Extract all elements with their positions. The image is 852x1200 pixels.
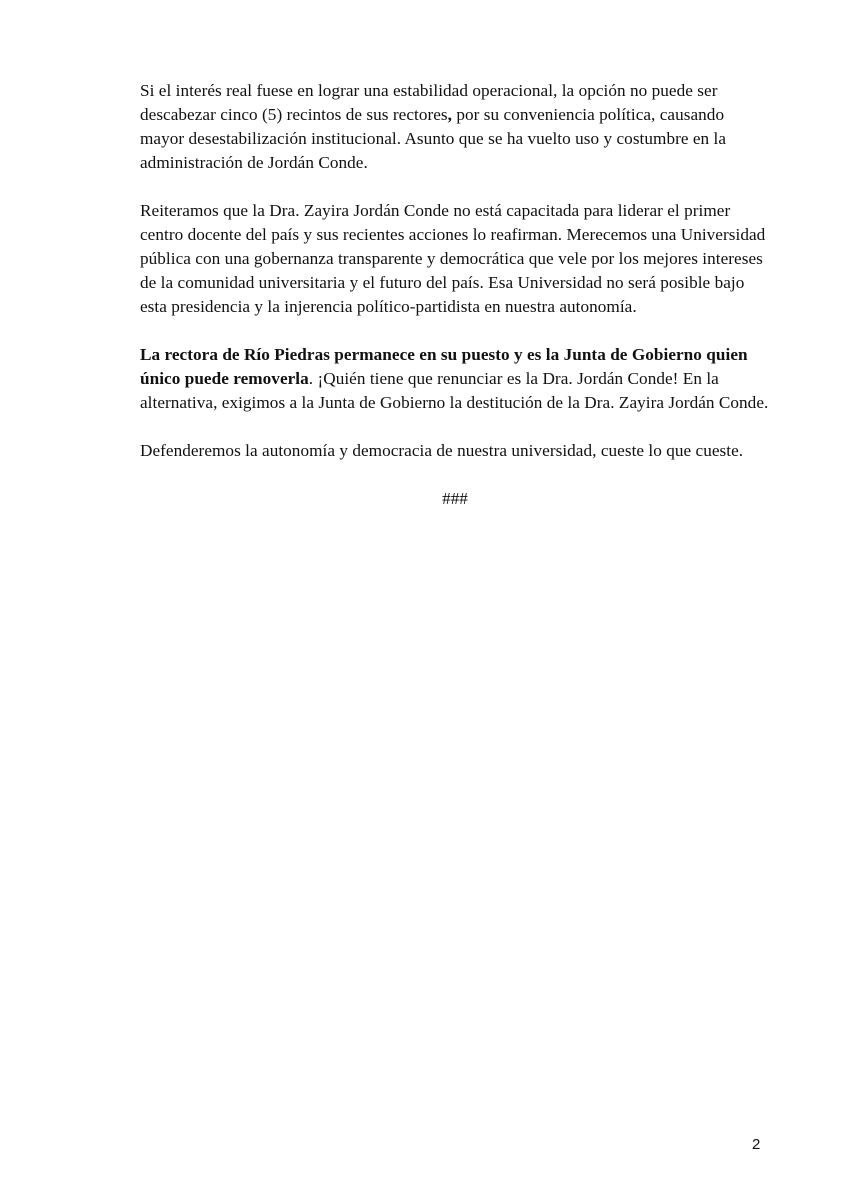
text-segment: . ¡Quién tiene que renunciar es la Dra. Jordán Conde! En la alternativa, exigimos a la Junta de Gobierno la destitución de la Dra. Zayira Jordán Conde. bbox=[140, 369, 769, 412]
text-segment: Si el interés real fuese en lograr una estabilidad operacional, la opción no puede ser descabezar cinco (5) recintos de sus rectores bbox=[140, 81, 718, 124]
document-body bbox=[140, 79, 770, 511]
text-segment: Reiteramos que la Dra. Zayira Jordán Conde no está capacitada para liderar el primer centro docente del país y sus recientes acciones lo reafirman. Merecemos una Universidad pública con una gobernanza transparente y democrática que vele por los mejores intereses de la comunidad universitaria y el futuro del país. Esa Universidad no será posible bajo esta presidencia y la injerencia político-partidista en nuestra autonomía. bbox=[140, 201, 766, 316]
text-segment: Defenderemos la autonomía y democracia de nuestra universidad, cueste lo que cueste. bbox=[140, 441, 744, 460]
end-marker: ### bbox=[442, 489, 468, 508]
paragraph-operational-stability bbox=[140, 79, 770, 175]
paragraph-closing-statement bbox=[140, 439, 770, 463]
text-segment: por su conveniencia política, causando mayor desestabilización institucional. Asunto que se ha vuelto uso y costumbre en la administración de Jordán Conde. bbox=[140, 105, 727, 172]
bold-text-segment: La rectora de Río Piedras permanece en su puesto y es la Junta de Gobierno quien único puede removerla bbox=[140, 345, 748, 388]
paragraph-reiteration bbox=[140, 199, 770, 319]
paragraph-rectora-demand bbox=[140, 343, 770, 415]
page-number: 2 bbox=[752, 1136, 761, 1153]
bold-text-segment: , bbox=[447, 105, 453, 124]
